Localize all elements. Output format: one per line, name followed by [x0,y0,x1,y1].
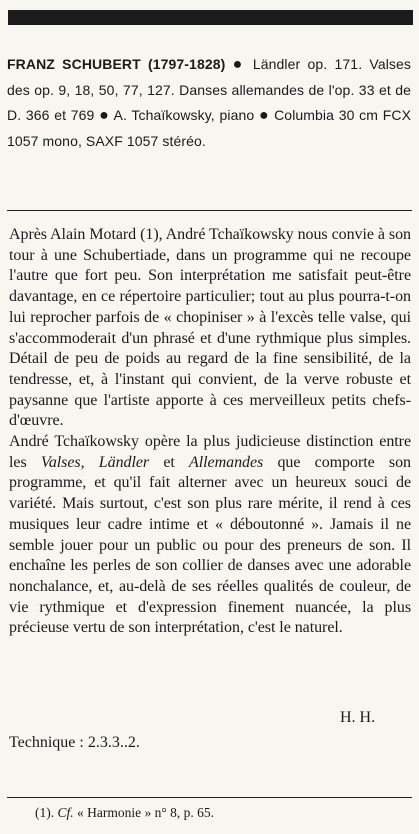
review-paragraph-1: Après Alain Motard (1), André Tchaïkowsky nous convie à son tour à une Schubertiade, dans un programme qui ne recoupe l'autre que fort peu. Son interprétation me satisfait peut-être davantage, en ce répertoire particulier; tout au plus pourra-t-on lui reprocher parfois de « chopiniser » à l'excès telle valse, qui s'accommoderait d'un phrasé et d'une rythmique plus simples. Détail de peu de poids au regard de la fine sensibilité, de la tendresse, et, à l'instant qui convient, de la verve robuste et paysanne que l'artiste apporte à ces merveilleux petits chefs-d'œuvre. [9,226,411,430]
footnote-number: (1). [35,805,55,820]
review-paragraph-2 [9,432,411,639]
record-heading [7,52,411,154]
performer: A. Tchaïkowsky, piano [113,107,255,123]
review-body [9,225,411,639]
text-span: André Tchaïkowsky opère la plus judicieuse distinction entre les [9,433,411,471]
bullet-icon: ● [99,107,110,124]
top-rule-bar [8,10,413,25]
composer-name: FRANZ SCHUBERT (1797-1828) [7,56,226,72]
italic-title: Allemandes [189,453,264,471]
footnote [35,805,214,821]
signature: H. H. [340,709,376,726]
text-span: que comporte son programme, et qu'il fait alterner avec un heureux souci de variété. Mais surtout, c'est son plus rare mérite, il rend à ces musiques leur cadre intime et « déboutonné ». Jamais il ne semble jouer pour un public ou pour des preneurs de son. Il enchaîne les perles de son collier de danses avec une adorable nonchalance, et, au-delà de ses réelles qualités de couleur, de vie rythmique et d'expression finement nuancée, la plus précieuse vertu de son interprétation, c'est le naturel. [9,453,411,637]
technique-rating: Technique : 2.3.3..2. [9,734,140,751]
bullet-icon: ● [258,107,270,124]
text-span: , [80,453,99,471]
label-info: Columbia 30 cm FCX 1057 mono, SAXF 1057 stéréo. [7,107,412,149]
footnote-cf: Cf. [57,805,74,820]
works-list: Ländler op. 171. Valses des op. 9, 18, 50, 77, 127. Danses allemandes de l'op. 33 et de D. 366 et 769 [7,56,411,123]
italic-title: Ländler [98,453,150,471]
separator-line [7,210,412,211]
italic-title: Valses [40,453,81,471]
text-span: et [149,453,190,471]
footnote-text: « Harmonie » n° 8, p. 65. [77,805,215,820]
footnote-separator [7,797,412,798]
bullet-icon: ● [232,56,246,73]
